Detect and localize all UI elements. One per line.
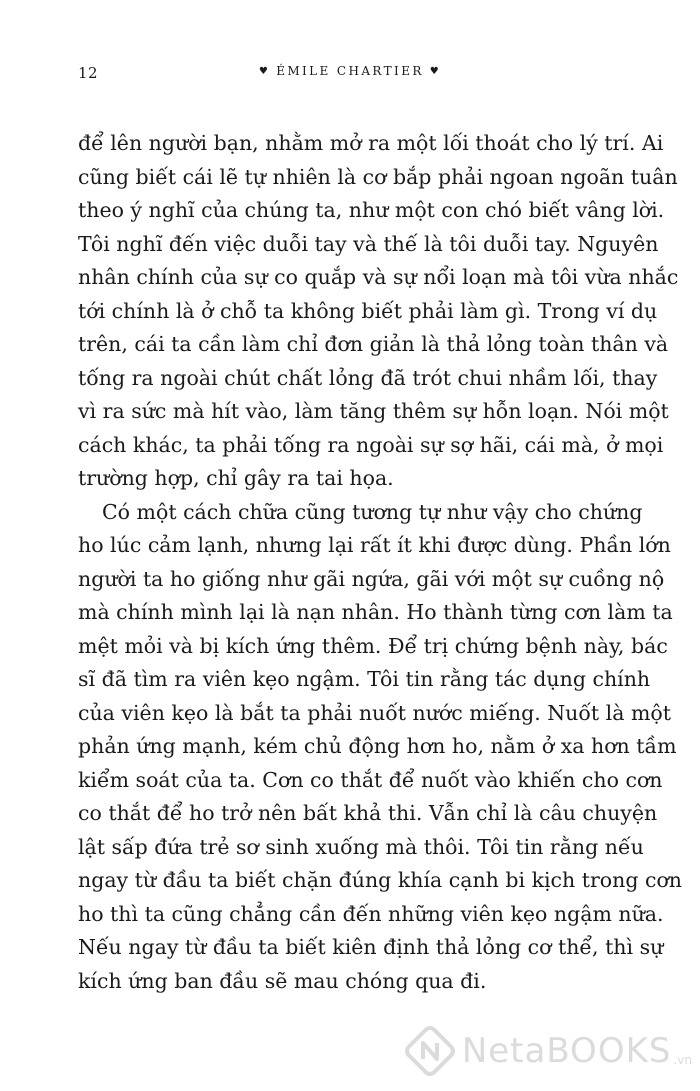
text-line: để lên người bạn, nhằm mở ra một lối thoát cho lý trí. Ai <box>78 131 664 155</box>
text-line: tới chính là ở chỗ ta không biết phải làm gì. Trong ví dụ <box>78 298 658 323</box>
paragraph <box>78 496 682 999</box>
body-text <box>78 127 682 998</box>
paragraph <box>78 127 679 496</box>
text-line: tống ra ngoài chút chất lỏng đã trót chui nhầm lối, thay <box>78 365 658 390</box>
text-line: kích ứng ban đầu sẽ mau chóng qua đi. <box>78 968 487 993</box>
watermark-brand: NetaBOOKS <box>461 1031 672 1071</box>
text-line: ho lúc cảm lạnh, nhưng lại rất ít khi được dùng. Phần lớn <box>78 533 671 557</box>
text-line: lật sấp đứa trẻ sơ sinh xuống mà thôi. Tôi tin rằng nếu <box>78 834 644 859</box>
text-line: ngay từ đầu ta biết chặn đúng khía cạnh bi kịch trong cơn <box>78 868 682 892</box>
text-line: mệt mỏi và bị kích ứng thêm. Để trị chứng bệnh này, bác <box>78 633 668 658</box>
heart-ornament-icon: ♥ <box>258 66 271 77</box>
text-line: mà chính mình lại là nạn nhân. Ho thành từng cơn làm ta <box>78 600 673 624</box>
watermark <box>404 1021 692 1081</box>
text-line: của viên kẹo là bắt ta phải nuốt nước miếng. Nuốt là một <box>78 700 671 725</box>
netabooks-logo-icon <box>404 1025 456 1077</box>
text-line: phản ứng mạnh, kém chủ động hơn ho, nằm ở xa hơn tầm <box>78 734 677 758</box>
text-line: kiểm soát của ta. Cơn co thắt để nuốt vào khiến cho cơn <box>78 767 663 792</box>
page-number: 12 <box>78 64 99 82</box>
text-line: người ta ho giống như gãi ngứa, gãi với một sự cuồng nộ <box>78 566 665 591</box>
author-name: ÉMILE CHARTIER <box>276 64 424 78</box>
text-line: Nếu ngay từ đầu ta biết kiên định thả lỏng cơ thể, thì sự <box>78 935 664 959</box>
text-line: cũng biết cái lẽ tự nhiên là cơ bắp phải ngoan ngoãn tuân <box>78 164 678 189</box>
text-line: trên, cái ta cần làm chỉ đơn giản là thả lỏng toàn thân và <box>78 332 669 356</box>
text-line: sĩ đã tìm ra viên kẹo ngậm. Tôi tin rằng tác dụng chính <box>78 667 651 691</box>
text-line: theo ý nghĩ của chúng ta, như một con chó biết vâng lời. <box>78 198 665 222</box>
heart-ornament-icon: ♥ <box>429 66 442 77</box>
text-line: nhân chính của sự co quắp và sự nổi loạn mà tôi vừa nhắc <box>78 265 679 289</box>
running-head-title <box>78 64 622 78</box>
text-line: co thắt để ho trở nên bất khả thi. Vẫn chỉ là câu chuyện <box>78 801 658 825</box>
running-head <box>78 64 622 84</box>
text-line: Có một cách chữa cũng tương tự như vậy cho chứng <box>102 499 643 524</box>
text-line: trường hợp, chỉ gây ra tai họa. <box>78 466 394 490</box>
text-line: cách khác, ta phải tống ra ngoài sự sợ hãi, cái mà, ở mọi <box>78 432 664 457</box>
text-line: Tôi nghĩ đến việc duỗi tay và thế là tôi duỗi tay. Nguyên <box>78 231 659 256</box>
text-line: ho thì ta cũng chẳng cần đến những viên kẹo ngậm nữa. <box>78 901 664 926</box>
text-line: vì ra sức mà hít vào, làm tăng thêm sự hỗn loạn. Nói một <box>78 399 669 423</box>
watermark-domain: .vn <box>673 1053 692 1067</box>
